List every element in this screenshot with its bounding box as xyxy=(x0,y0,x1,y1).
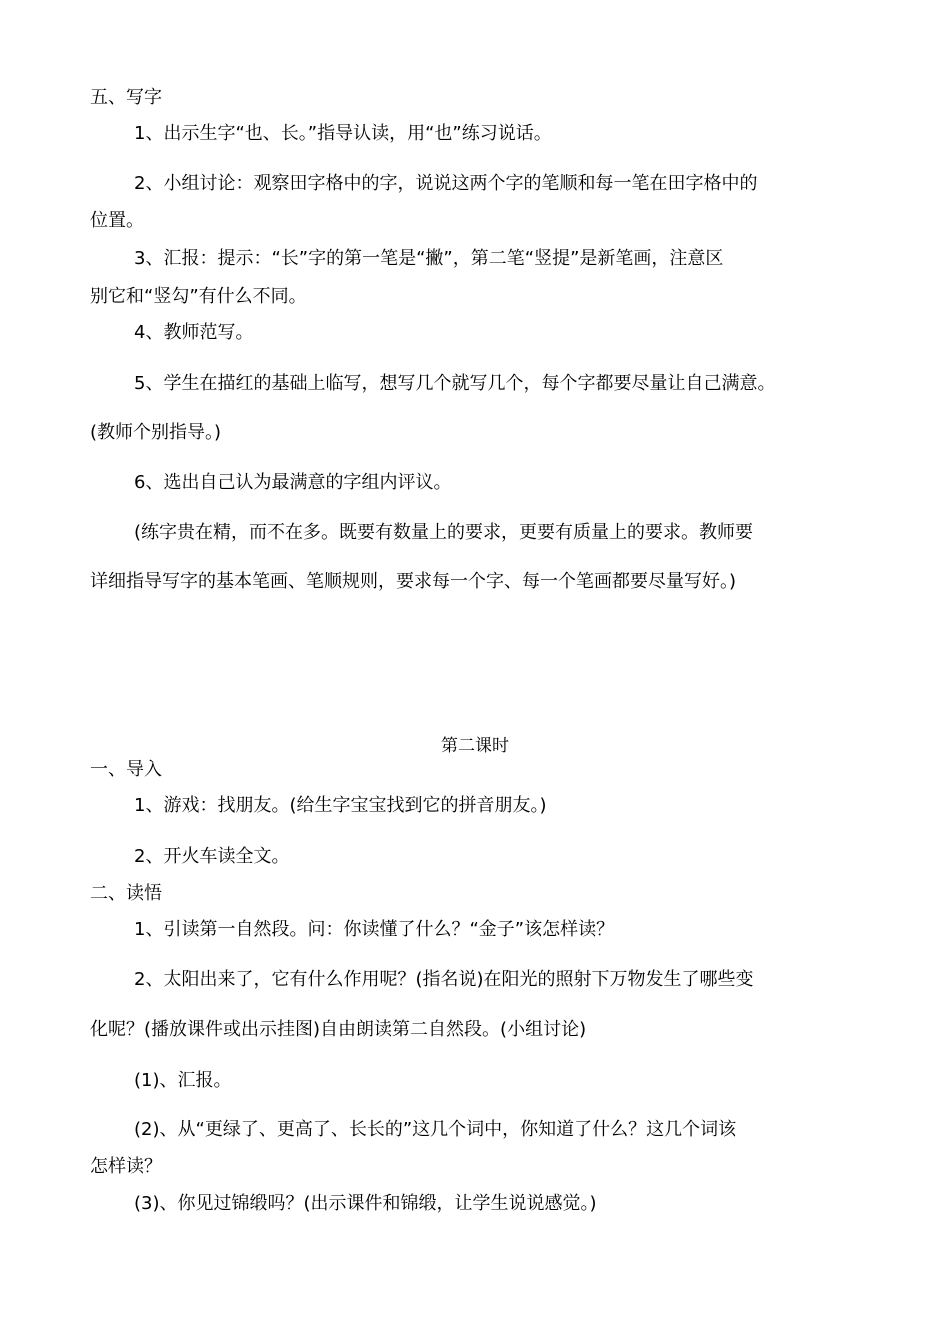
paragraph-step-5-line-2: (教师个别指导。) xyxy=(90,422,222,443)
section-heading-reading: 二、读悟 xyxy=(90,883,162,904)
paragraph-step-1: 1、出示生字“也、长。”指导认读，用“也”练习说话。 xyxy=(134,123,552,144)
paragraph-step-5-line-1: 5、学生在描红的基础上临写，想写几个就写几个，每个字都要尽量让自己满意。 xyxy=(134,373,776,394)
paragraph-step-2-line-2: 位置。 xyxy=(90,210,144,231)
section-heading-intro: 一、导入 xyxy=(90,759,162,780)
paragraph-step-6: 6、选出自己认为最满意的字组内评议。 xyxy=(134,472,452,493)
reading-substep-1: (1)、汇报。 xyxy=(134,1070,232,1091)
reading-step-2-line-2: 化呢？(播放课件或出示挂图)自由朗读第二自然段。(小组讨论) xyxy=(90,1019,587,1040)
reading-substep-3: (3)、你见过锦缎吗？(出示课件和锦缎，让学生说说感觉。) xyxy=(134,1193,597,1214)
reading-step-2-line-1: 2、太阳出来了，它有什么作用呢？(指名说)在阳光的照射下万物发生了哪些变 xyxy=(134,969,754,990)
intro-step-2: 2、开火车读全文。 xyxy=(134,846,290,867)
reading-substep-2-line-1: (2)、从“更绿了、更高了、长长的”这几个词中，你知道了什么？这几个词该 xyxy=(134,1119,737,1140)
section-heading-writing: 五、写字 xyxy=(90,87,162,108)
lesson-title: 第二课时 xyxy=(441,736,509,756)
reading-substep-2-line-2: 怎样读？ xyxy=(90,1156,162,1177)
teaching-note-line-2: 详细指导写字的基本笔画、笔顺规则，要求每一个字、每一个笔画都要尽量写好。) xyxy=(90,571,737,592)
intro-step-1: 1、游戏：找朋友。(给生字宝宝找到它的拼音朋友。) xyxy=(134,795,547,816)
reading-step-1: 1、引读第一自然段。问：你读懂了什么？“金子”该怎样读？ xyxy=(134,919,615,940)
paragraph-step-3-line-2: 别它和“竖勾”有什么不同。 xyxy=(90,286,307,307)
teaching-note-line-1: (练字贵在精，而不在多。既要有数量上的要求，更要有质量上的要求。教师要 xyxy=(134,522,754,543)
paragraph-step-4: 4、教师范写。 xyxy=(134,322,254,343)
paragraph-step-2-line-1: 2、小组讨论：观察田字格中的字，说说这两个字的笔顺和每一笔在田字格中的 xyxy=(134,173,758,194)
paragraph-step-3-line-1: 3、汇报：提示：“长”字的第一笔是“撇”，第二笔“竖提”是新笔画，注意区 xyxy=(134,248,724,269)
